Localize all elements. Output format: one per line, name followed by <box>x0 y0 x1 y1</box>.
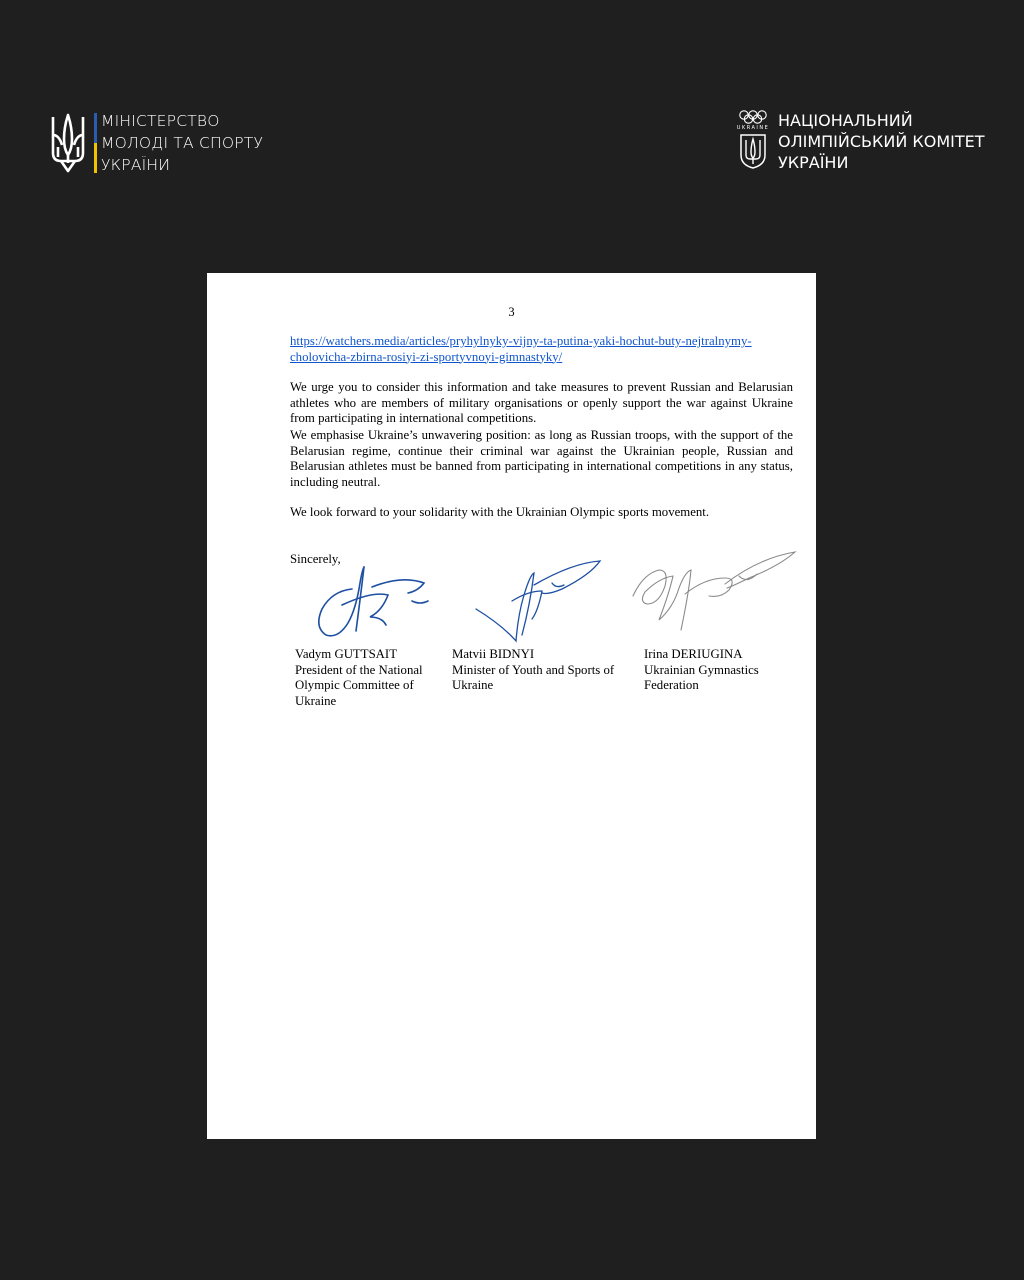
source-link-line-1[interactable]: https://watchers.media/articles/pryhylnyky-vijny-ta-putina-yaki-hochut-buty-nejtralnymy- <box>290 334 752 348</box>
signatory-name: Matvii BIDNYI <box>452 647 535 661</box>
ministry-line-1: МІНІСТЕРСТВО <box>101 112 220 130</box>
noc-line-1: НАЦІОНАЛЬНИЙ <box>778 111 913 130</box>
signatory-1 <box>295 647 423 709</box>
signatory-title-line: Federation <box>644 678 699 693</box>
signatory-name: Vadym GUTTSAIT <box>295 647 398 661</box>
document-page <box>207 273 816 1139</box>
noc-line-2: ОЛІМПІЙСЬКИЙ КОМІТЕТ <box>778 132 985 151</box>
signatory-title-line: Ukrainian Gymnastics <box>644 662 759 677</box>
signatory-name: Irina DERIUGINA <box>644 647 743 661</box>
ministry-logo <box>50 110 263 176</box>
source-link[interactable] <box>290 334 793 365</box>
noc-emblem <box>738 110 768 169</box>
noc-line-3: УКРАЇНИ <box>778 153 849 172</box>
closing: Sincerely, <box>290 552 341 566</box>
ministry-name <box>101 110 263 176</box>
olympic-rings-icon <box>738 110 768 124</box>
shield-trident-icon <box>739 133 767 169</box>
ministry-line-3: УКРАЇНИ <box>101 156 171 174</box>
ministry-line-2: МОЛОДІ ТА СПОРТУ <box>101 134 264 152</box>
signatory-title-line: Ukraine <box>452 678 494 693</box>
signatory-title-line: President of the National <box>295 662 423 677</box>
trident-icon <box>50 113 86 173</box>
signature-guttsait <box>312 561 432 641</box>
paragraph-urge: We urge you to consider this information and take measures to prevent Russian and Belarusian athletes who are members of military organisations or openly support the war against Ukraine from participating in international competitions. <box>290 380 793 426</box>
page-number: 3 <box>508 305 515 319</box>
flag-bar <box>94 113 97 173</box>
signature-bidnyi <box>472 555 607 645</box>
signatory-3 <box>644 647 759 694</box>
noc-emblem-label: UKRAINE <box>736 125 770 131</box>
signature-deriugina <box>629 548 799 633</box>
source-link-line-2[interactable]: cholovicha-zbirna-rosiyi-zi-sportyvnoyi-gimnastyky/ <box>290 349 563 364</box>
signatory-title-line: Ukraine <box>295 693 337 708</box>
signatory-title-line: Olympic Committee of <box>295 678 414 693</box>
noc-name <box>778 110 985 173</box>
signatory-title-line: Minister of Youth and Sports of <box>452 662 615 677</box>
noc-logo <box>738 110 985 173</box>
paragraph-position: We emphasise Ukraine’s unwavering position: as long as Russian troops, with the support of the Belarusian regime, continue their criminal war against the Ukrainian people, Russian and Belarusian athletes must be banned from participating in international competitions in any status, including neutral. <box>290 428 793 489</box>
paragraph-solidarity: We look forward to your solidarity with the Ukrainian Olympic sports movement. <box>290 505 710 519</box>
signatory-2 <box>452 647 614 694</box>
